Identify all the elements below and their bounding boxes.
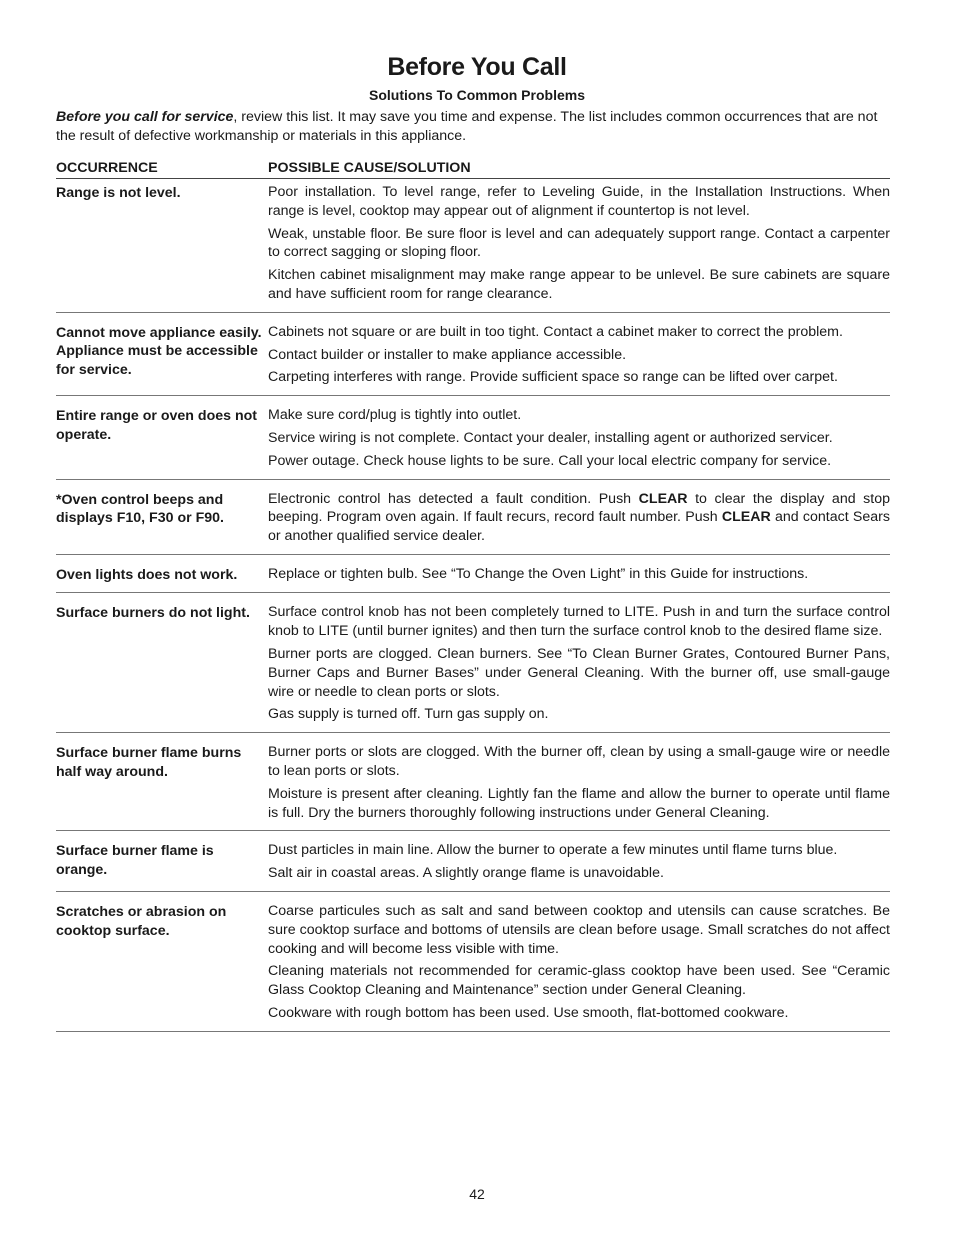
occurrence-cell: Entire range or oven does not operate. [56,408,258,443]
solution-text: Weak, unstable floor. Be sure floor is level and can adequately support range. Contact a carpenter to correct sagging or sloping floor. [268,225,890,261]
column-header-occurrence: OCCURRENCE [56,160,158,176]
table-header [56,158,890,179]
table-row [56,320,890,396]
solution-text: Salt air in coastal areas. A slightly orange flame is unavoidable. [268,865,664,882]
solution-cell [268,490,890,546]
table-row [56,899,890,1032]
page-number: 42 [469,1186,485,1202]
table-row [56,487,890,555]
solution-text: Kitchen cabinet misalignment may make range appear to be unlevel. Be sure cabinets are square and have sufficient room for range clearance. [268,267,890,302]
occurrence-cell: *Oven control beeps and displays F10, F30 or F90. [56,491,224,527]
solution-text: Service wiring is not complete. Contact your dealer, installing agent or authorized servicer. [268,429,833,446]
solution-text: Carpeting interferes with range. Provide sufficient space so range can be lifted over carpet. [268,369,838,386]
troubleshooting-table [56,180,890,1039]
solution-text: Cabinets not square or are built in too tight. Contact a cabinet maker to correct the problem. [268,323,843,340]
solution-text: Make sure cord/plug is tightly into outlet. [268,407,522,424]
solution-cell [268,603,890,724]
solution-text: Power outage. Check house lights to be sure. Call your local electric company for service. [268,452,832,469]
solution-text: Replace or tighten bulb. See “To Change the Oven Light” in this Guide for instructions. [268,565,809,582]
occurrence-cell: Cannot move appliance easily. Appliance must be accessible for service. [56,324,262,378]
solution-cell [268,183,890,304]
table-row [56,600,890,733]
solution-text: Surface control knob has not been completely turned to LITE. Push in and turn the surface control knob to LITE (until burner ignites) and then turn the surface control knob to the desired flame size. [268,604,890,640]
solution-text: Coarse particules such as salt and sand between cooktop and utensils can cause scratches. Be sure cooktop surface and bottoms of utensils are clean before usage. Small scratches do not affect cooking and will become less visible with time. [268,903,890,957]
page-subtitle: Solutions To Common Problems [369,87,585,103]
solution-text: Poor installation. To level range, refer to Leveling Guide, in the Installation Instructions. When range is level, cooktop may appear out of alignment if countertop is not level. [268,184,890,219]
intro-paragraph [56,108,890,146]
occurrence-cell: Surface burners do not light. [56,605,250,622]
solution-cell [268,323,890,387]
occurrence-cell: Surface burner flame burns half way around. [56,745,242,780]
occurrence-cell: Range is not level. [56,185,181,201]
solution-cell [268,406,890,470]
solution-text: Contact builder or installer to make appliance accessible. [268,346,627,363]
table-row [56,403,890,479]
solution-text: Moisture is present after cleaning. Lightly fan the flame and allow the burner to operate until flame is full. Dry the burners thoroughly following instructions under General Cleaning. [268,785,890,821]
solution-text: Cookware with rough bottom has been used. Use smooth, flat-bottomed cookware. [268,1005,789,1021]
solution-cell [268,902,890,1023]
intro-lead: Before you call for service [56,109,234,125]
occurrence-cell: Surface burner flame is orange. [56,843,214,878]
solution-cell [268,841,890,883]
solution-text: Burner ports or slots are clogged. With the burner off, clean by using a small-gauge wire or needle to lean ports or slots. [268,744,890,780]
solution-cell [268,565,890,585]
occurrence-cell: Scratches or abrasion on cooktop surface. [56,904,227,939]
table-row [56,180,890,313]
solution-text: Cleaning materials not recommended for ceramic-glass cooktop have been used. See “Ceramic Glass Cooktop Cleaning and Maintenance” section under General Cleaning. [268,963,890,999]
solution-cell [268,743,890,822]
table-row [56,838,890,892]
occurrence-cell: Oven lights does not work. [56,566,238,583]
solution-text: Burner ports are clogged. Clean burners. See “To Clean Burner Grates, Contoured Burner Pans, Burner Caps and Burner Bases” under General Cleaning. With the burner off, use small-gauge wire or needle to clean ports or slots. [268,646,890,700]
page-title: Before You Call [387,53,567,81]
solution-text: Electronic control has detected a fault condition. Push CLEAR to clear the display and stop beeping. Program oven again. If fault recurs, record fault number. Push CLEAR and contact Sears or another qualified service dealer. [268,490,891,545]
solution-text: Dust particles in main line. Allow the burner to operate a few minutes until flame turns blue. [268,842,838,859]
column-header-solution: POSSIBLE CAUSE/SOLUTION [268,160,471,176]
table-row [56,740,890,831]
table-row [56,562,890,594]
solution-text: Gas supply is turned off. Turn gas supply on. [268,706,549,723]
intro-text: , review this list. It may save you time and expense. The list includes common occurrences that are not the result of defective workmanship or materials in this appliance. [56,109,878,144]
